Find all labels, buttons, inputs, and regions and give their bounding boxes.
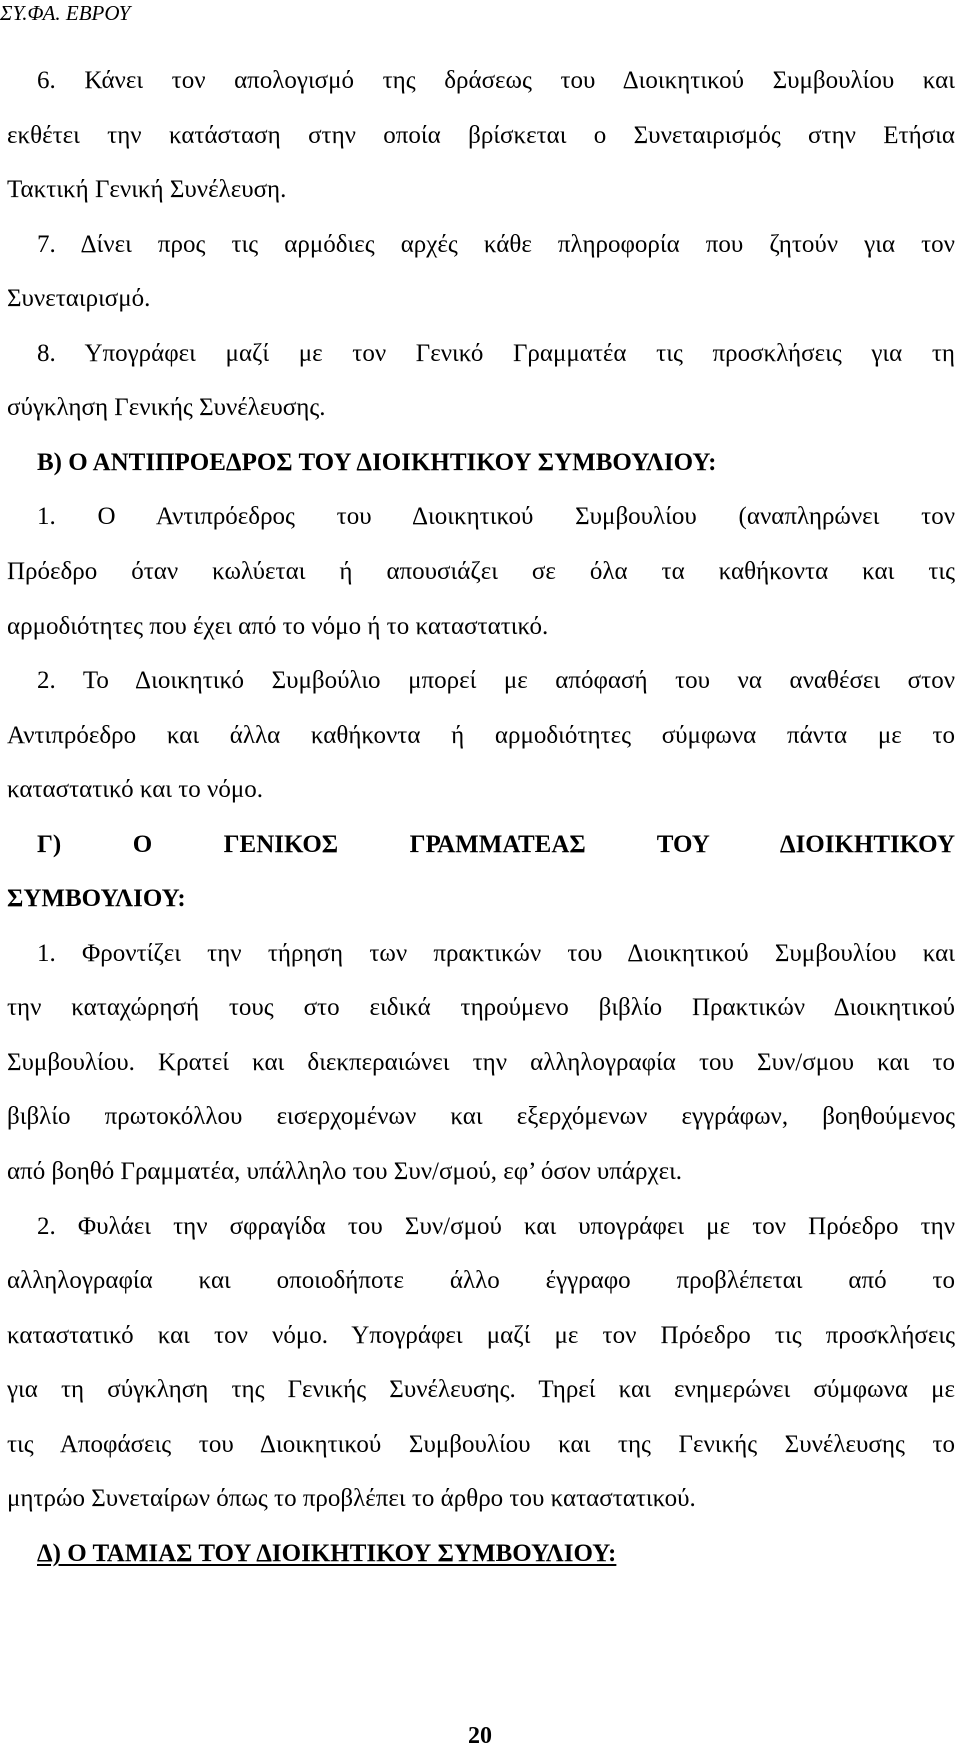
paragraph-line: εκθέτει την κατάσταση στην οποία βρίσκεται ο Συνεταιρισμός στην Ετήσια bbox=[7, 122, 955, 149]
section-heading-line: Γ) Ο ΓΕΝΙΚΟΣ ΓΡΑΜΜΑΤΕΑΣ ΤΟΥ ΔΙΟΙΚΗΤΙΚΟΥ bbox=[37, 831, 955, 858]
paragraph-line: 6. Κάνει τον απολογισμό της δράσεως του Διοικητικού Συμβουλίου και bbox=[37, 67, 955, 94]
paragraph-line: την καταχώρησή τους στο ειδικά τηρούμενο βιβλίο Πρακτικών Διοικητικού bbox=[7, 994, 955, 1021]
paragraph-line: Συνεταιρισμό. bbox=[7, 285, 151, 312]
paragraph-line: 1. Ο Αντιπρόεδρος του Διοικητικού Συμβουλίου (αναπληρώνει τον bbox=[37, 503, 955, 530]
underlined-heading-text: Δ) Ο ΤΑΜΙΑΣ ΤΟΥ ΔΙΟΙΚΗΤΙΚΟΥ ΣΥΜΒΟΥΛΙΟΥ: bbox=[37, 1540, 617, 1567]
paragraph-line: 7. Δίνει προς τις αρμόδιες αρχές κάθε πληροφορία που ζητούν για τον bbox=[37, 231, 955, 258]
paragraph-line: αλληλογραφία και οποιοδήποτε άλλο έγγραφο προβλέπεται από το bbox=[7, 1267, 955, 1294]
paragraph-line: μητρώο Συνεταίρων όπως το προβλέπει το άρθρο του καταστατικού. bbox=[7, 1485, 696, 1512]
paragraph-line: για τη σύγκληση της Γενικής Συνέλευσης. Τηρεί και ενημερώνει σύμφωνα με bbox=[7, 1376, 955, 1403]
section-heading-line bbox=[7, 1539, 955, 1569]
section-heading-line: Β) Ο ΑΝΤΙΠΡΟΕΔΡΟΣ ΤΟΥ ΔΙΟΙΚΗΤΙΚΟΥ ΣΥΜΒΟΥΛΙΟΥ: bbox=[37, 449, 717, 476]
paragraph-line: σύγκληση Γενικής Συνέλευσης. bbox=[7, 394, 326, 421]
paragraph-line: Αντιπρόεδρο και άλλα καθήκοντα ή αρμοδιότητες σύμφωνα πάντα με το bbox=[7, 722, 955, 749]
document-header: ΣΥ.ΦΑ. ΕΒΡΟΥ bbox=[0, 1, 131, 25]
paragraph-line: 1. Φροντίζει την τήρηση των πρακτικών του Διοικητικού Συμβουλίου και bbox=[37, 940, 955, 967]
page-number: 20 bbox=[468, 1723, 492, 1749]
paragraph-line: 2. Το Διοικητικό Συμβούλιο μπορεί με απόφασή του να αναθέσει στον bbox=[37, 667, 955, 694]
paragraph-line: Πρόεδρο όταν κωλύεται ή απουσιάζει σε όλα τα καθήκοντα και τις bbox=[7, 558, 955, 585]
section-heading-line: ΣΥΜΒΟΥΛΙΟΥ: bbox=[7, 885, 186, 912]
paragraph-line: αρμοδιότητες που έχει από το νόμο ή το καταστατικό. bbox=[7, 613, 549, 640]
paragraph-line: Τακτική Γενική Συνέλευση. bbox=[7, 176, 287, 203]
paragraph-line: από βοηθό Γραμματέα, υπάλληλο του Συν/σμού, εφ’ όσον υπάρχει. bbox=[7, 1158, 683, 1185]
paragraph-line: καταστατικό και το νόμο. bbox=[7, 776, 264, 803]
paragraph-line: 8. Υπογράφει μαζί με τον Γενικό Γραμματέα τις προσκλήσεις για τη bbox=[37, 340, 955, 367]
paragraph-line: καταστατικό και τον νόμο. Υπογράφει μαζί με τον Πρόεδρο τις προσκλήσεις bbox=[7, 1322, 955, 1349]
paragraph-line: τις Αποφάσεις του Διοικητικού Συμβουλίου και της Γενικής Συνέλευσης το bbox=[7, 1431, 955, 1458]
paragraph-line: βιβλίο πρωτοκόλλου εισερχομένων και εξερχόμενων εγγράφων, βοηθούμενος bbox=[7, 1103, 955, 1130]
paragraph-line: Συμβουλίου. Κρατεί και διεκπεραιώνει την αλληλογραφία του Συν/σμου και το bbox=[7, 1049, 955, 1076]
paragraph-line: 2. Φυλάει την σφραγίδα του Συν/σμού και υπογράφει με τον Πρόεδρο την bbox=[37, 1213, 955, 1240]
